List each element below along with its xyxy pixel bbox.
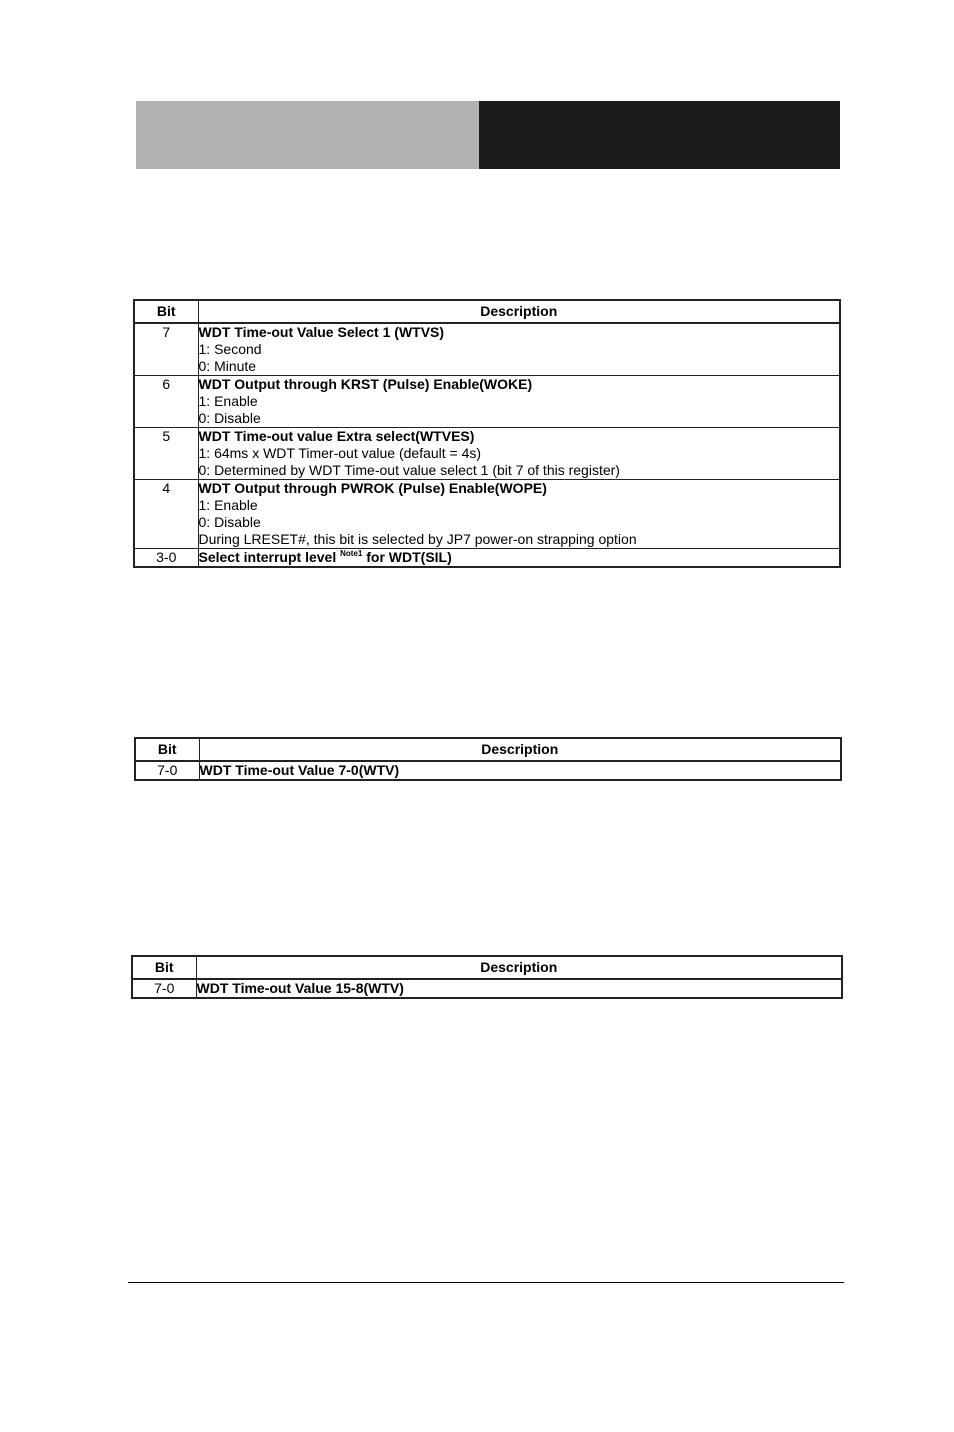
field-option: 1: Second: [198, 341, 262, 357]
table-header-row: [135, 738, 841, 761]
description-cell: [198, 428, 840, 480]
footer-divider: [128, 1282, 844, 1283]
bit-cell: 7-0: [135, 761, 199, 780]
field-option: 0: Disable: [198, 514, 261, 530]
description-cell: [199, 761, 841, 780]
description-cell: [198, 323, 840, 376]
bit-cell: 4: [134, 480, 198, 549]
bit-cell: 7: [134, 323, 198, 376]
table-row: [135, 761, 841, 780]
note-reference: Note1: [340, 549, 363, 558]
description-cell: [198, 376, 840, 428]
header-band-right: [479, 101, 840, 169]
bit-cell: 6: [134, 376, 198, 428]
table-row: [134, 480, 840, 549]
field-title: [199, 549, 452, 565]
bit-cell: 5: [134, 428, 198, 480]
description-column-header: Description: [198, 300, 840, 323]
table-row: [134, 549, 840, 568]
field-title: WDT Output through KRST (Pulse) Enable(WOKE): [198, 376, 533, 392]
description-cell: [198, 480, 840, 549]
field-option: 0: Disable: [198, 410, 261, 426]
bit-cell: 3-0: [134, 549, 198, 568]
field-note: During LRESET#, this bit is selected by JP7 power-on strapping option: [198, 531, 637, 547]
field-title: WDT Time-out Value Select 1 (WTVS): [198, 324, 445, 340]
header-band-left: [136, 101, 479, 169]
field-option: 1: Enable: [198, 393, 258, 409]
bit-column-header: Bit: [134, 300, 198, 323]
field-option: 0: Determined by WDT Time-out value select 1 (bit 7 of this register): [198, 462, 620, 478]
description-cell: [196, 979, 842, 998]
table-row: [132, 979, 842, 998]
field-title: WDT Time-out Value 7-0(WTV): [199, 762, 400, 778]
field-option: 1: Enable: [198, 497, 258, 513]
bit-column-header: Bit: [135, 738, 199, 761]
field-title: WDT Output through PWROK (Pulse) Enable(WOPE): [198, 480, 547, 496]
field-title-text: Select interrupt level: [198, 549, 341, 565]
field-title: WDT Time-out value Extra select(WTVES): [198, 428, 475, 444]
register-table-1: [133, 299, 841, 568]
field-option: 0: Minute: [198, 358, 257, 374]
field-title: WDT Time-out Value 15-8(WTV): [196, 980, 404, 996]
table-row: [134, 323, 840, 376]
table-row: [134, 428, 840, 480]
field-title-text: for WDT(SIL): [362, 549, 452, 565]
chapter-header-band: [136, 101, 840, 169]
table-header-row: [134, 300, 840, 323]
table-header-row: [132, 956, 842, 979]
description-column-header: Description: [196, 956, 842, 979]
register-table-2: [134, 737, 842, 781]
bit-column-header: Bit: [132, 956, 196, 979]
field-option: 1: 64ms x WDT Timer-out value (default = 4s): [198, 445, 482, 461]
bit-cell: 7-0: [132, 979, 196, 998]
description-column-header: Description: [199, 738, 841, 761]
table-row: [134, 376, 840, 428]
description-cell: [198, 549, 840, 568]
register-table-3: [131, 955, 843, 999]
